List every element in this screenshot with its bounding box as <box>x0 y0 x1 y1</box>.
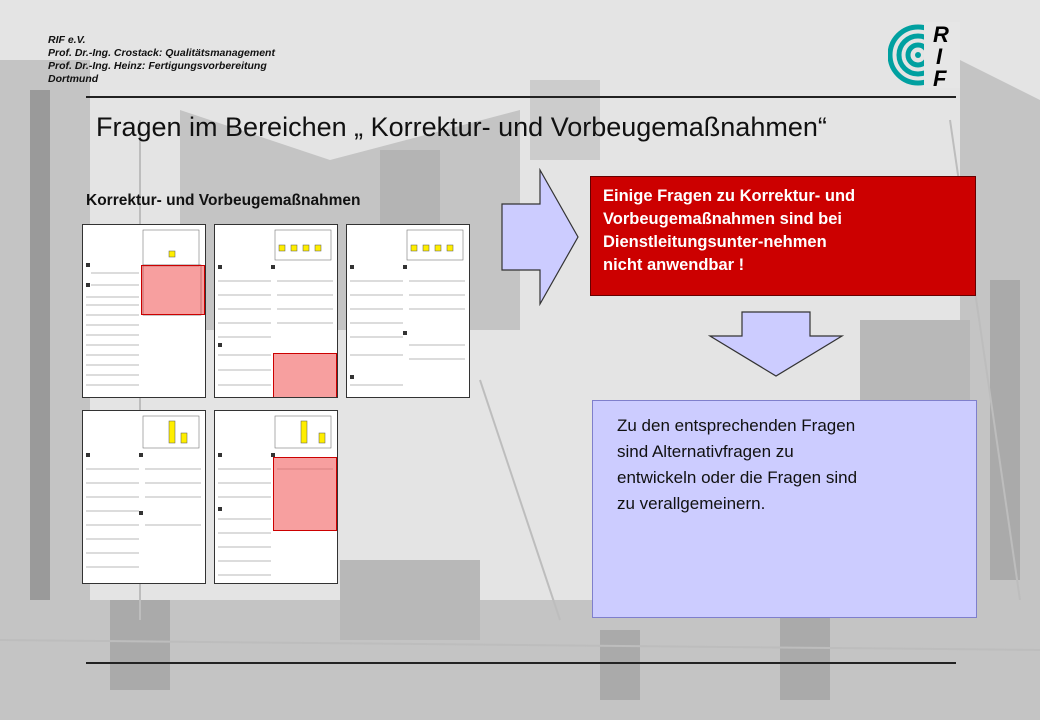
highlight-box <box>273 353 337 398</box>
organization-header <box>48 34 275 86</box>
note-line: nicht anwendbar ! <box>603 256 745 274</box>
questionnaire-thumbnail[interactable] <box>82 410 206 584</box>
logo-letter-r: R <box>933 22 949 47</box>
note-line: sind Alternativfragen zu <box>617 442 794 461</box>
note-line: zu verallgemeinern. <box>617 494 766 513</box>
note-line: Zu den entsprechenden Fragen <box>617 416 856 435</box>
note-line: Vorbeugemaßnahmen sind bei <box>603 210 842 228</box>
thumbnail-content <box>83 411 205 583</box>
header-line: Dortmund <box>48 73 99 85</box>
questionnaire-thumbnail[interactable] <box>82 224 206 398</box>
header-line: Prof. Dr.-Ing. Heinz: Fertigungsvorbereitung <box>48 60 267 72</box>
header-line: Prof. Dr.-Ing. Crostack: Qualitätsmanagement <box>48 47 275 59</box>
note-line: entwickeln oder die Fragen sind <box>617 468 858 487</box>
rif-logo <box>888 22 960 88</box>
warning-note <box>590 176 976 296</box>
questionnaire-thumbnail[interactable] <box>346 224 470 398</box>
note-line: Dienstleitungsunter-nehmen <box>603 233 827 251</box>
header-line: RIF e.V. <box>48 34 86 46</box>
questionnaire-thumbnail[interactable] <box>214 410 338 584</box>
bottom-divider <box>86 662 956 664</box>
page-title: Fragen im Bereichen „ Korrektur- und Vorbeugemaßnahmen“ <box>96 112 827 142</box>
recommendation-note <box>592 400 977 618</box>
highlight-box <box>273 457 337 531</box>
section-heading: Korrektur- und Vorbeugemaßnahmen <box>86 192 361 209</box>
note-line: Einige Fragen zu Korrektur- und <box>603 187 856 205</box>
arrow-right-icon <box>500 168 580 306</box>
logo-letter-f: F <box>933 66 947 88</box>
top-divider <box>86 96 956 98</box>
questionnaire-thumbnail[interactable] <box>214 224 338 398</box>
logo-letter-i: I <box>936 44 943 69</box>
arrow-down-icon <box>708 310 844 378</box>
highlight-box <box>141 265 205 315</box>
thumbnail-content <box>347 225 469 397</box>
